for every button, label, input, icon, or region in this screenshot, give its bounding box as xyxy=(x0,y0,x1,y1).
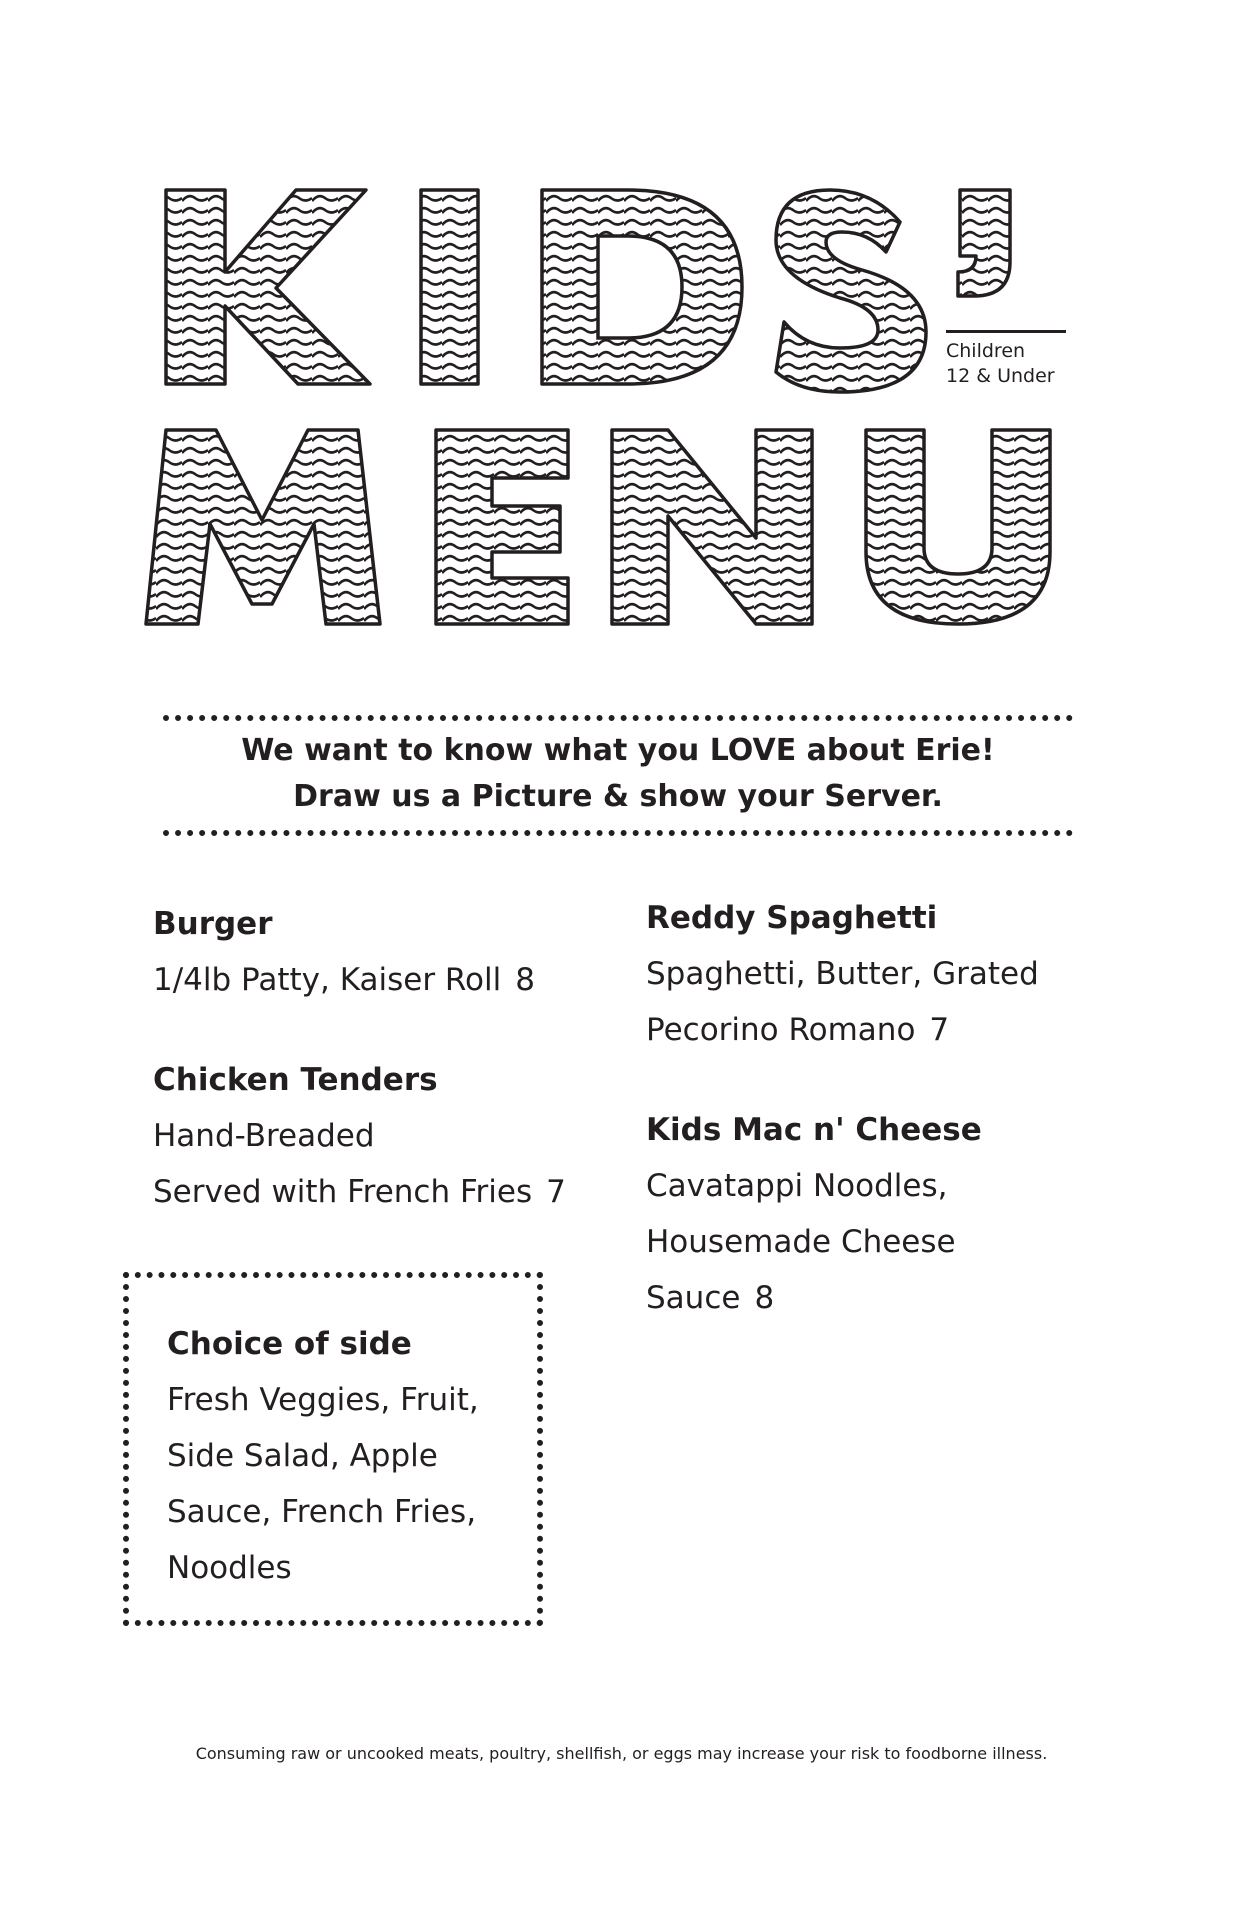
item-description: Sauce 8 xyxy=(646,1280,775,1316)
item-price: 7 xyxy=(929,1012,950,1048)
choice-of-side-box xyxy=(123,1272,543,1626)
menu-item-reddy-spaghetti xyxy=(646,890,1039,1058)
sides-heading: Choice of side xyxy=(167,1326,412,1362)
title-letter-k xyxy=(166,190,370,384)
item-description: Hand-Breaded xyxy=(153,1118,375,1154)
menu-item-chicken-tenders xyxy=(153,1052,566,1220)
item-description: Pecorino Romano 7 xyxy=(646,1012,950,1048)
menu-item-kids-mac-cheese xyxy=(646,1102,982,1326)
item-description: Housemade Cheese xyxy=(646,1224,956,1260)
sides-line: Fresh Veggies, Fruit, xyxy=(167,1382,479,1418)
foodborne-illness-disclaimer: Consuming raw or uncooked meats, poultry, shellfish, or eggs may increase your risk to foodborne illness. xyxy=(195,1744,1048,1763)
item-name: Kids Mac n' Cheese xyxy=(646,1112,982,1148)
title-word-kids xyxy=(166,190,1010,392)
title-subtitle xyxy=(946,330,1066,389)
title-word-menu xyxy=(146,430,1050,624)
sides-line: Sauce, French Fries, xyxy=(167,1494,477,1530)
title-letter-m xyxy=(146,430,380,624)
subtitle-line-1: Children xyxy=(946,340,1026,362)
kids-menu-title xyxy=(0,0,1243,640)
item-description: 1/4lb Patty, Kaiser Roll 8 xyxy=(153,962,535,998)
subtitle-line-2: 12 & Under xyxy=(946,365,1055,387)
top-dotted-divider xyxy=(163,715,1073,721)
title-apostrophe xyxy=(958,190,1010,296)
title-letter-u xyxy=(866,430,1050,624)
tagline-line-2: Draw us a Picture & show your Server. xyxy=(293,779,943,814)
title-letter-e xyxy=(436,430,568,624)
item-name: Chicken Tenders xyxy=(153,1062,438,1098)
item-name: Burger xyxy=(153,906,273,942)
sides-line: Noodles xyxy=(167,1550,292,1586)
title-letter-n xyxy=(612,430,812,624)
menu-item-burger xyxy=(153,896,535,1008)
tagline xyxy=(163,728,1073,820)
tagline-line-1: We want to know what you LOVE about Erie! xyxy=(241,733,995,768)
bottom-dotted-divider xyxy=(163,830,1073,836)
item-name: Reddy Spaghetti xyxy=(646,900,938,936)
item-price: 8 xyxy=(754,1280,775,1316)
item-price: 8 xyxy=(515,962,535,998)
choice-of-side-content xyxy=(167,1316,479,1596)
title-letter-s xyxy=(776,190,926,392)
item-description: Spaghetti, Butter, Grated xyxy=(646,956,1039,992)
sides-line: Side Salad, Apple xyxy=(167,1438,438,1474)
title-letter-i xyxy=(421,190,478,384)
item-description: Cavatappi Noodles, xyxy=(646,1168,948,1204)
item-description: Served with French Fries 7 xyxy=(153,1174,566,1210)
item-price: 7 xyxy=(546,1174,566,1210)
